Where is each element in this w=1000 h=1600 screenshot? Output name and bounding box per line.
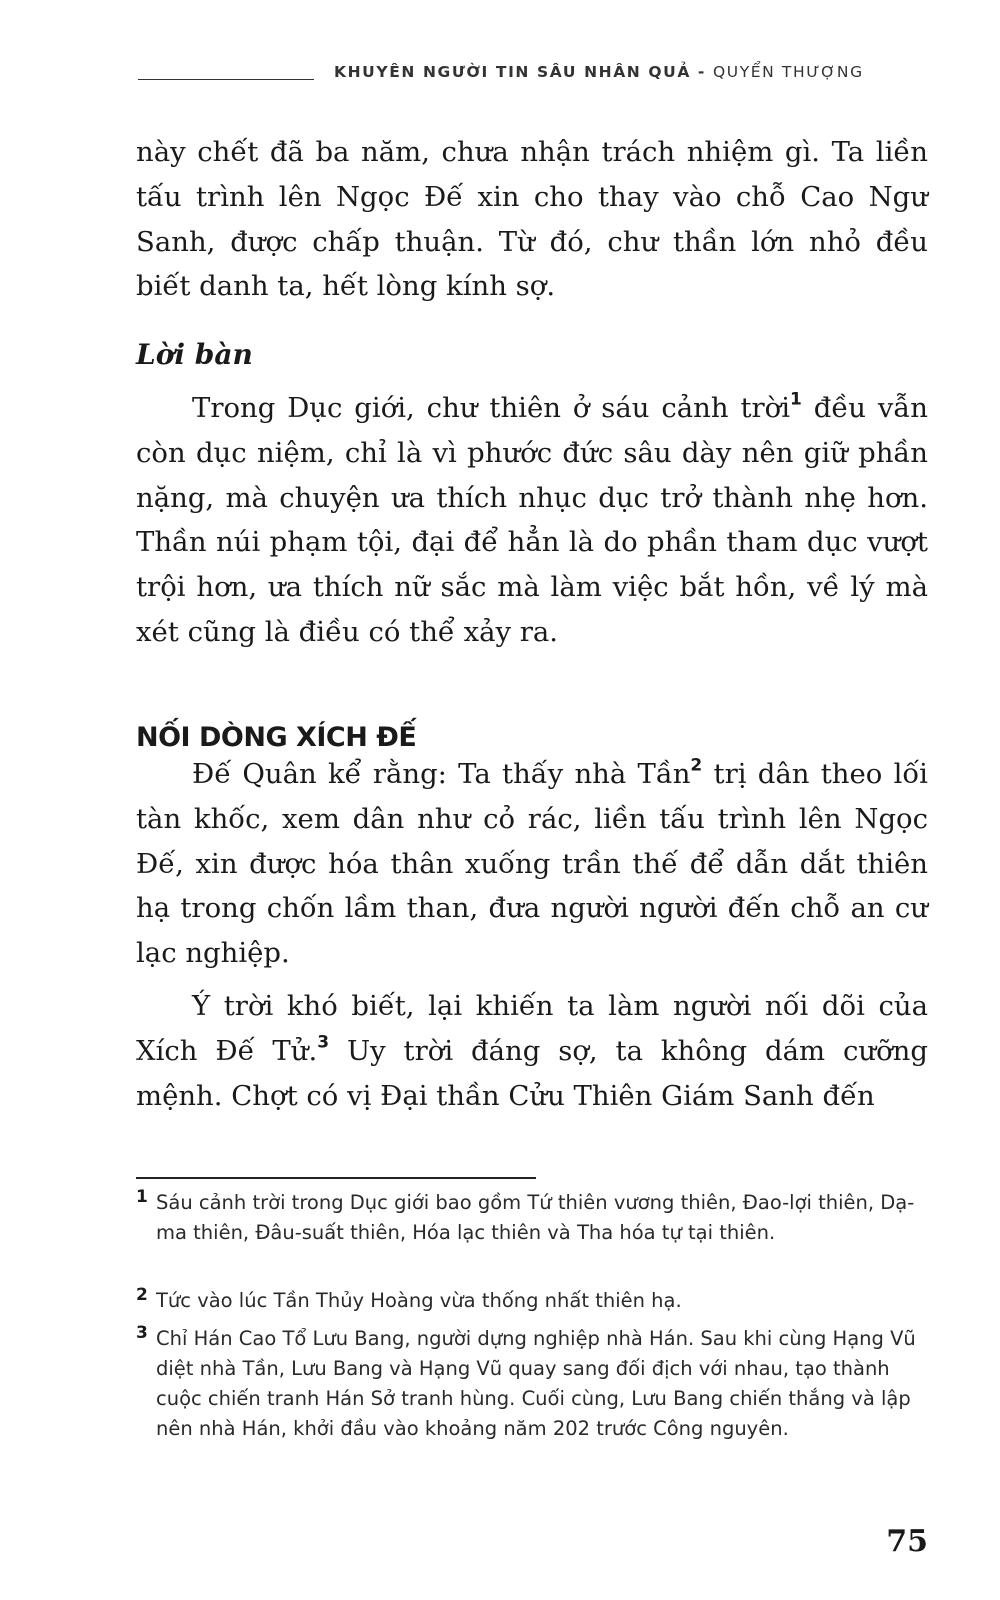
footnote-3: [136, 1323, 928, 1444]
footnote-number: 1: [136, 1187, 148, 1207]
paragraph-text: Đế Quân kể rằng: Ta thấy nhà Tần: [192, 758, 691, 790]
header-book-title: KHUYÊN NGƯỜI TIN SÂU NHÂN QUẢ: [334, 63, 691, 81]
footnote-text: Chỉ Hán Cao Tổ Lưu Bang, người dựng nghiệp nhà Hán. Sau khi cùng Hạng Vũ diệt nhà Tần, Lưu Bang và Hạng Vũ quay sang đối địch với nhau, tạo thành cuộc chiến tranh Hán Sở tranh hùng. Cuối cùng, Lưu Bang chiến thắng và lập nên nhà Hán, khởi đầu vào khoảng năm 202 trước Công nguyên.: [156, 1327, 916, 1440]
footnote-ref-3: 3: [317, 1032, 330, 1053]
footnote-number: 3: [136, 1323, 148, 1343]
footnote-number: 2: [136, 1285, 148, 1305]
page-number: 75: [886, 1524, 928, 1559]
section-heading: NỐI DÒNG XÍCH ĐẾ: [136, 722, 417, 753]
header-separator: -: [690, 63, 713, 81]
paragraph-story-2: [136, 984, 928, 1118]
footnote-divider: [136, 1177, 536, 1179]
footnote-ref-2: 2: [690, 755, 703, 776]
paragraph-continued: này chết đã ba năm, chưa nhận trách nhiệm gì. Ta liền tấu trình lên Ngọc Đế xin cho thay vào chỗ Cao Ngư Sanh, được chấp thuận. Từ đó, chư thần lớn nhỏ đều biết danh ta, hết lòng kính sợ.: [136, 136, 928, 303]
commentary-label: Lời bàn: [136, 338, 253, 371]
paragraph-text: đều vẫn còn dục niệm, chỉ là vì phước đức sâu dày nên giữ phần nặng, mà chuyện ưa thích nhục dục trở thành nhẹ hơn. Thần núi phạm tội, đại để hẳn là do phần tham dục vượt trội hơn, ưa thích nữ sắc mà làm việc bắt hồn, về lý mà xét cũng là điều có thể xảy ra.: [136, 392, 928, 648]
header-volume: QUYỂN THƯỢNG: [712, 63, 864, 81]
footnote-2: [136, 1285, 928, 1316]
footnote-1: [136, 1187, 928, 1248]
footnote-text: Tức vào lúc Tần Thủy Hoàng vừa thống nhất thiên hạ.: [156, 1289, 682, 1312]
footnote-ref-1: 1: [790, 389, 802, 410]
footnote-text: Sáu cảnh trời trong Dục giới bao gồm Tứ thiên vương thiên, Đao-lợi thiên, Dạ-ma thiên, Đâu-suất thiên, Hóa lạc thiên và Tha hóa tự tại thiên.: [156, 1191, 915, 1244]
paragraph-text: Trong Dục giới, chư thiên ở sáu cảnh trời: [192, 392, 791, 424]
header-rule: [138, 79, 314, 80]
paragraph-story-1: [136, 752, 928, 976]
paragraph-text: Uy trời đáng sợ, ta không dám cưỡng mệnh. Chợt có vị Đại thần Cửu Thiên Giám Sanh đến: [136, 1034, 928, 1112]
paragraph-text: trị dân theo lối tàn khốc, xem dân như cỏ rác, liền tấu trình lên Ngọc Đế, xin được hóa thân xuống trần thế để dẫn dắt thiên hạ trong chốn lầm than, đưa người người đến chỗ an cư lạc nghiệp.: [136, 758, 928, 970]
paragraph-text: Ý trời khó biết, lại khiến ta làm người nối dõi của Xích Đế Tử.: [136, 990, 928, 1067]
running-header: [334, 63, 934, 81]
paragraph-commentary: [136, 386, 928, 655]
